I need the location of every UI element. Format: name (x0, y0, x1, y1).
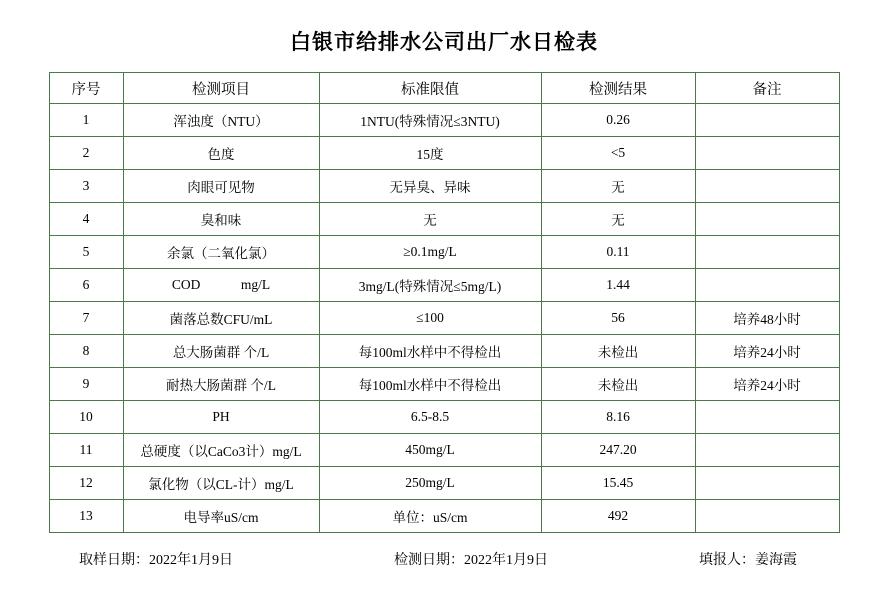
cell-result: 15.45 (541, 467, 695, 500)
cell-result: 8.16 (541, 401, 695, 434)
table-row (49, 203, 839, 236)
cell-note (695, 434, 839, 467)
cell-item: COD mg/L (123, 269, 319, 302)
table-row (49, 302, 839, 335)
filler-name: 填报人：姜海霞 (699, 553, 797, 568)
cell-item: 浑浊度（NTU） (123, 104, 319, 137)
table-row (49, 500, 839, 533)
table-row (49, 236, 839, 269)
cell-note (695, 467, 839, 500)
cell-result: 未检出 (541, 368, 695, 401)
report-footer (49, 533, 839, 569)
cell-std: 6.5-8.5 (319, 401, 541, 434)
cell-no: 13 (49, 500, 123, 533)
cell-std: 15度 (319, 137, 541, 170)
testing-date: 检测日期：2022年1月9日 (394, 553, 548, 568)
cell-item: 总大肠菌群 个/L (123, 335, 319, 368)
cell-std: 单位：uS/cm (319, 500, 541, 533)
cell-result: 492 (541, 500, 695, 533)
column-header-std: 标准限值 (319, 73, 541, 104)
table-header-row (49, 73, 839, 104)
cell-note (695, 269, 839, 302)
column-header-no: 序号 (49, 73, 123, 104)
cell-std: 无异臭、异味 (319, 170, 541, 203)
cell-result: 247.20 (541, 434, 695, 467)
cell-item: 耐热大肠菌群 个/L (123, 368, 319, 401)
table-row (49, 401, 839, 434)
cell-note: 培养48小时 (695, 302, 839, 335)
cell-note: 培养24小时 (695, 368, 839, 401)
cell-note (695, 137, 839, 170)
table-row (49, 137, 839, 170)
cell-no: 2 (49, 137, 123, 170)
table-row (49, 434, 839, 467)
cell-no: 6 (49, 269, 123, 302)
table-row (49, 335, 839, 368)
cell-result: 无 (541, 170, 695, 203)
cell-std: ≤100 (319, 302, 541, 335)
cell-note (695, 170, 839, 203)
cell-std: 3mg/L(特殊情况≤5mg/L) (319, 269, 541, 302)
cell-std: 无 (319, 203, 541, 236)
water-quality-table (49, 72, 840, 533)
cell-std: 每100ml水样中不得检出 (319, 368, 541, 401)
cell-item: 臭和味 (123, 203, 319, 236)
table-row (49, 170, 839, 203)
cell-no: 11 (49, 434, 123, 467)
cell-std: 每100ml水样中不得检出 (319, 335, 541, 368)
cell-std: 1NTU(特殊情况≤3NTU) (319, 104, 541, 137)
cell-item: 菌落总数CFU/mL (123, 302, 319, 335)
page-title: 白银市给排水公司出厂水日检表 (290, 30, 598, 54)
cell-item: 电导率uS/cm (123, 500, 319, 533)
cell-note (695, 401, 839, 434)
cell-item: 总硬度（以CaCo3计）mg/L (123, 434, 319, 467)
cell-std: 250mg/L (319, 467, 541, 500)
cell-no: 12 (49, 467, 123, 500)
cell-note (695, 203, 839, 236)
cell-result: <5 (541, 137, 695, 170)
table-row (49, 269, 839, 302)
cell-note (695, 236, 839, 269)
cell-result: 未检出 (541, 335, 695, 368)
cell-result: 无 (541, 203, 695, 236)
cell-item: PH (123, 401, 319, 434)
table-row (49, 368, 839, 401)
cell-std: 450mg/L (319, 434, 541, 467)
cell-no: 7 (49, 302, 123, 335)
cell-no: 4 (49, 203, 123, 236)
cell-note (695, 500, 839, 533)
cell-item: 肉眼可见物 (123, 170, 319, 203)
cell-no: 8 (49, 335, 123, 368)
cell-result: 56 (541, 302, 695, 335)
cell-no: 9 (49, 368, 123, 401)
cell-no: 5 (49, 236, 123, 269)
cell-result: 0.26 (541, 104, 695, 137)
cell-no: 1 (49, 104, 123, 137)
cell-item: 氯化物（以CL-计）mg/L (123, 467, 319, 500)
column-header-item: 检测项目 (123, 73, 319, 104)
cell-result: 0.11 (541, 236, 695, 269)
table-row (49, 104, 839, 137)
cell-item: 余氯（二氧化氯） (123, 236, 319, 269)
cell-item: 色度 (123, 137, 319, 170)
cell-note (695, 104, 839, 137)
sampling-date: 取样日期：2022年1月9日 (79, 553, 233, 568)
cell-std: ≥0.1mg/L (319, 236, 541, 269)
cell-result: 1.44 (541, 269, 695, 302)
cell-note: 培养24小时 (695, 335, 839, 368)
column-header-result: 检测结果 (541, 73, 695, 104)
cell-no: 3 (49, 170, 123, 203)
column-header-note: 备注 (695, 73, 839, 104)
table-row (49, 467, 839, 500)
cell-no: 10 (49, 401, 123, 434)
